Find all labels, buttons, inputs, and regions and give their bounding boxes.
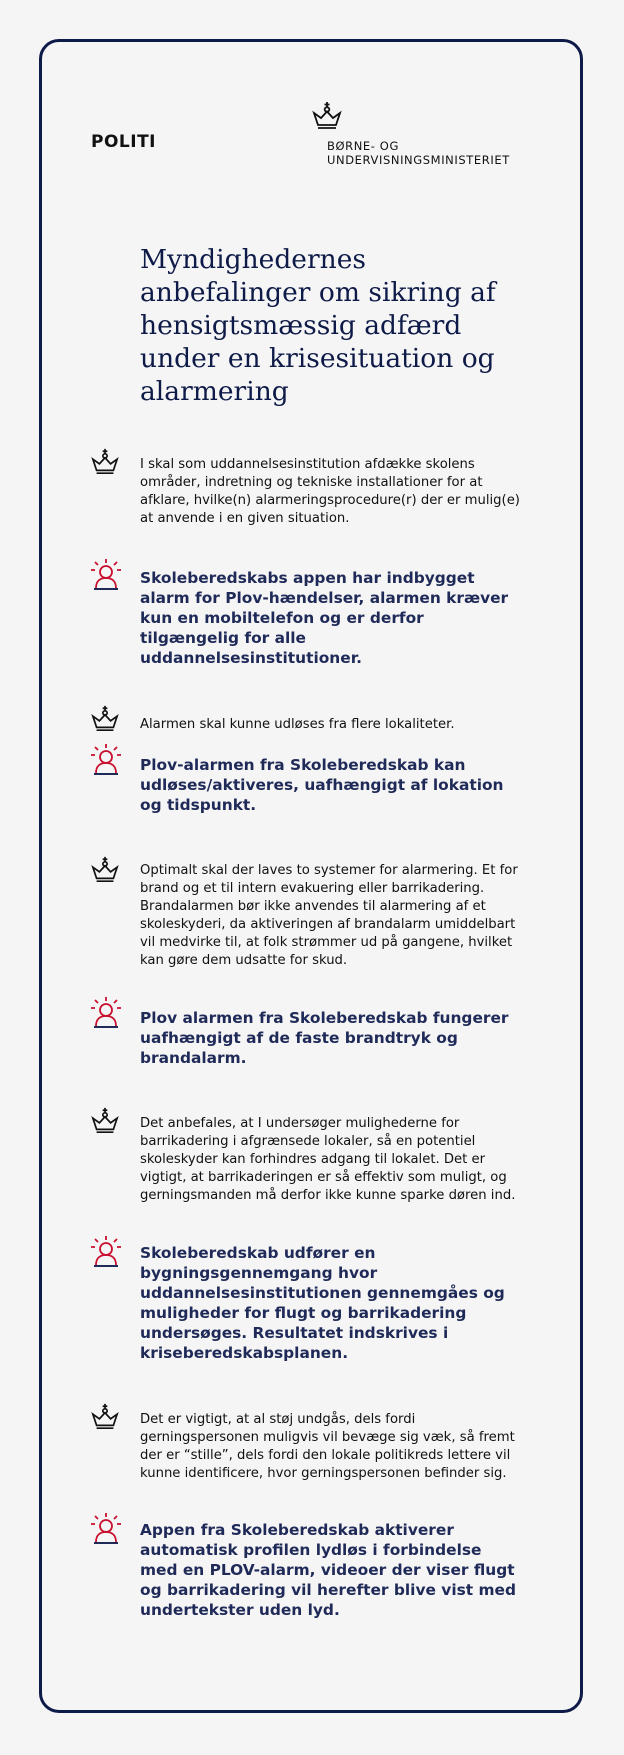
ministry-line-1: BØRNE- OG — [327, 139, 399, 153]
politi-logo: POLITI — [91, 132, 156, 152]
person-alert-icon — [90, 558, 122, 592]
person-alert-icon — [90, 1235, 122, 1269]
crown-icon — [90, 856, 120, 884]
crown-icon — [90, 1403, 120, 1431]
crown-icon — [90, 1107, 120, 1135]
person-alert-icon — [90, 1512, 122, 1546]
ministry-line-2: UNDERVISNINGSMINISTERIET — [327, 153, 510, 167]
page-title: Myndighedernes anbefalinger om sikring af hensigtsmæssig adfærd under en krisesituation og alarmering — [140, 244, 496, 407]
recommendation-text: I skal som uddannelsesinstitution afdække skolens områder, indretning og tekniske installationer for at afklare, hvilke(n) alarmeringsprocedure(r) der er mulig(e) at anvende i en given situation. — [140, 457, 520, 526]
answer-text: Skoleberedskab udfører en bygningsgennemgang hvor uddannelsesinstitutionen gennemgåes og muligheder for flugt og barrikadering undersøges. Resultatet indskrives i kriseberedskabsplanen. — [140, 1244, 505, 1362]
crown-icon — [90, 448, 120, 476]
person-alert-icon — [90, 743, 122, 777]
answer-text: Plov alarmen fra Skoleberedskab fungerer uafhængigt af de faste brandtryk og brandalarm. — [140, 1009, 509, 1067]
recommendation-text: Optimalt skal der laves to systemer for alarmering. Et for brand og et til intern evakuering eller barrikadering. Brandalarmen bør ikke anvendes til alarmering af et skoleskyderi, da aktiveringen af brandalarm umiddelbart vil medvirke til, at folk strømmer ud på gangene, hvilket kan gøre dem udsatte for skud. — [140, 863, 518, 968]
recommendation-text: Det anbefales, at I undersøger mulighederne for barrikadering i afgrænsede lokaler, så en potentiel skoleskyder kan forhindres adgang til lokalet. Det er vigtigt, at barrikaderingen er så effektiv som muligt, og gerningsmanden må derfor ikke kunne sparke døren ind. — [140, 1116, 516, 1203]
person-alert-icon — [90, 996, 122, 1030]
recommendation-text: Det er vigtigt, at al støj undgås, dels fordi gerningspersonen muligvis vil bevæge sig væk, så fremt der er “stille”, dels fordi den lokale politikreds lettere vil kunne identificere, hvor gerningspersonen befinder sig. — [140, 1412, 515, 1481]
crown-icon — [311, 101, 343, 131]
answer-text: Skoleberedskabs appen har indbygget alarm for Plov-hændelser, alarmen kræver kun en mobiltelefon og er derfor tilgængelig for alle uddannelsesinstitutioner. — [140, 569, 509, 667]
crown-icon — [90, 705, 120, 733]
recommendation-text: Alarmen skal kunne udløses fra flere lokaliteter. — [140, 717, 455, 732]
answer-text: Appen fra Skoleberedskab aktiverer automatisk profilen lydløs i forbindelse med en PLOV-alarm, videoer der viser flugt og barrikadering vil herefter blive vist med undertekster uden lyd. — [140, 1521, 516, 1619]
answer-text: Plov-alarmen fra Skoleberedskab kan udløses/aktiveres, uafhængigt af lokation og tidspunkt. — [140, 756, 504, 814]
ministry-logo-text — [327, 139, 510, 167]
